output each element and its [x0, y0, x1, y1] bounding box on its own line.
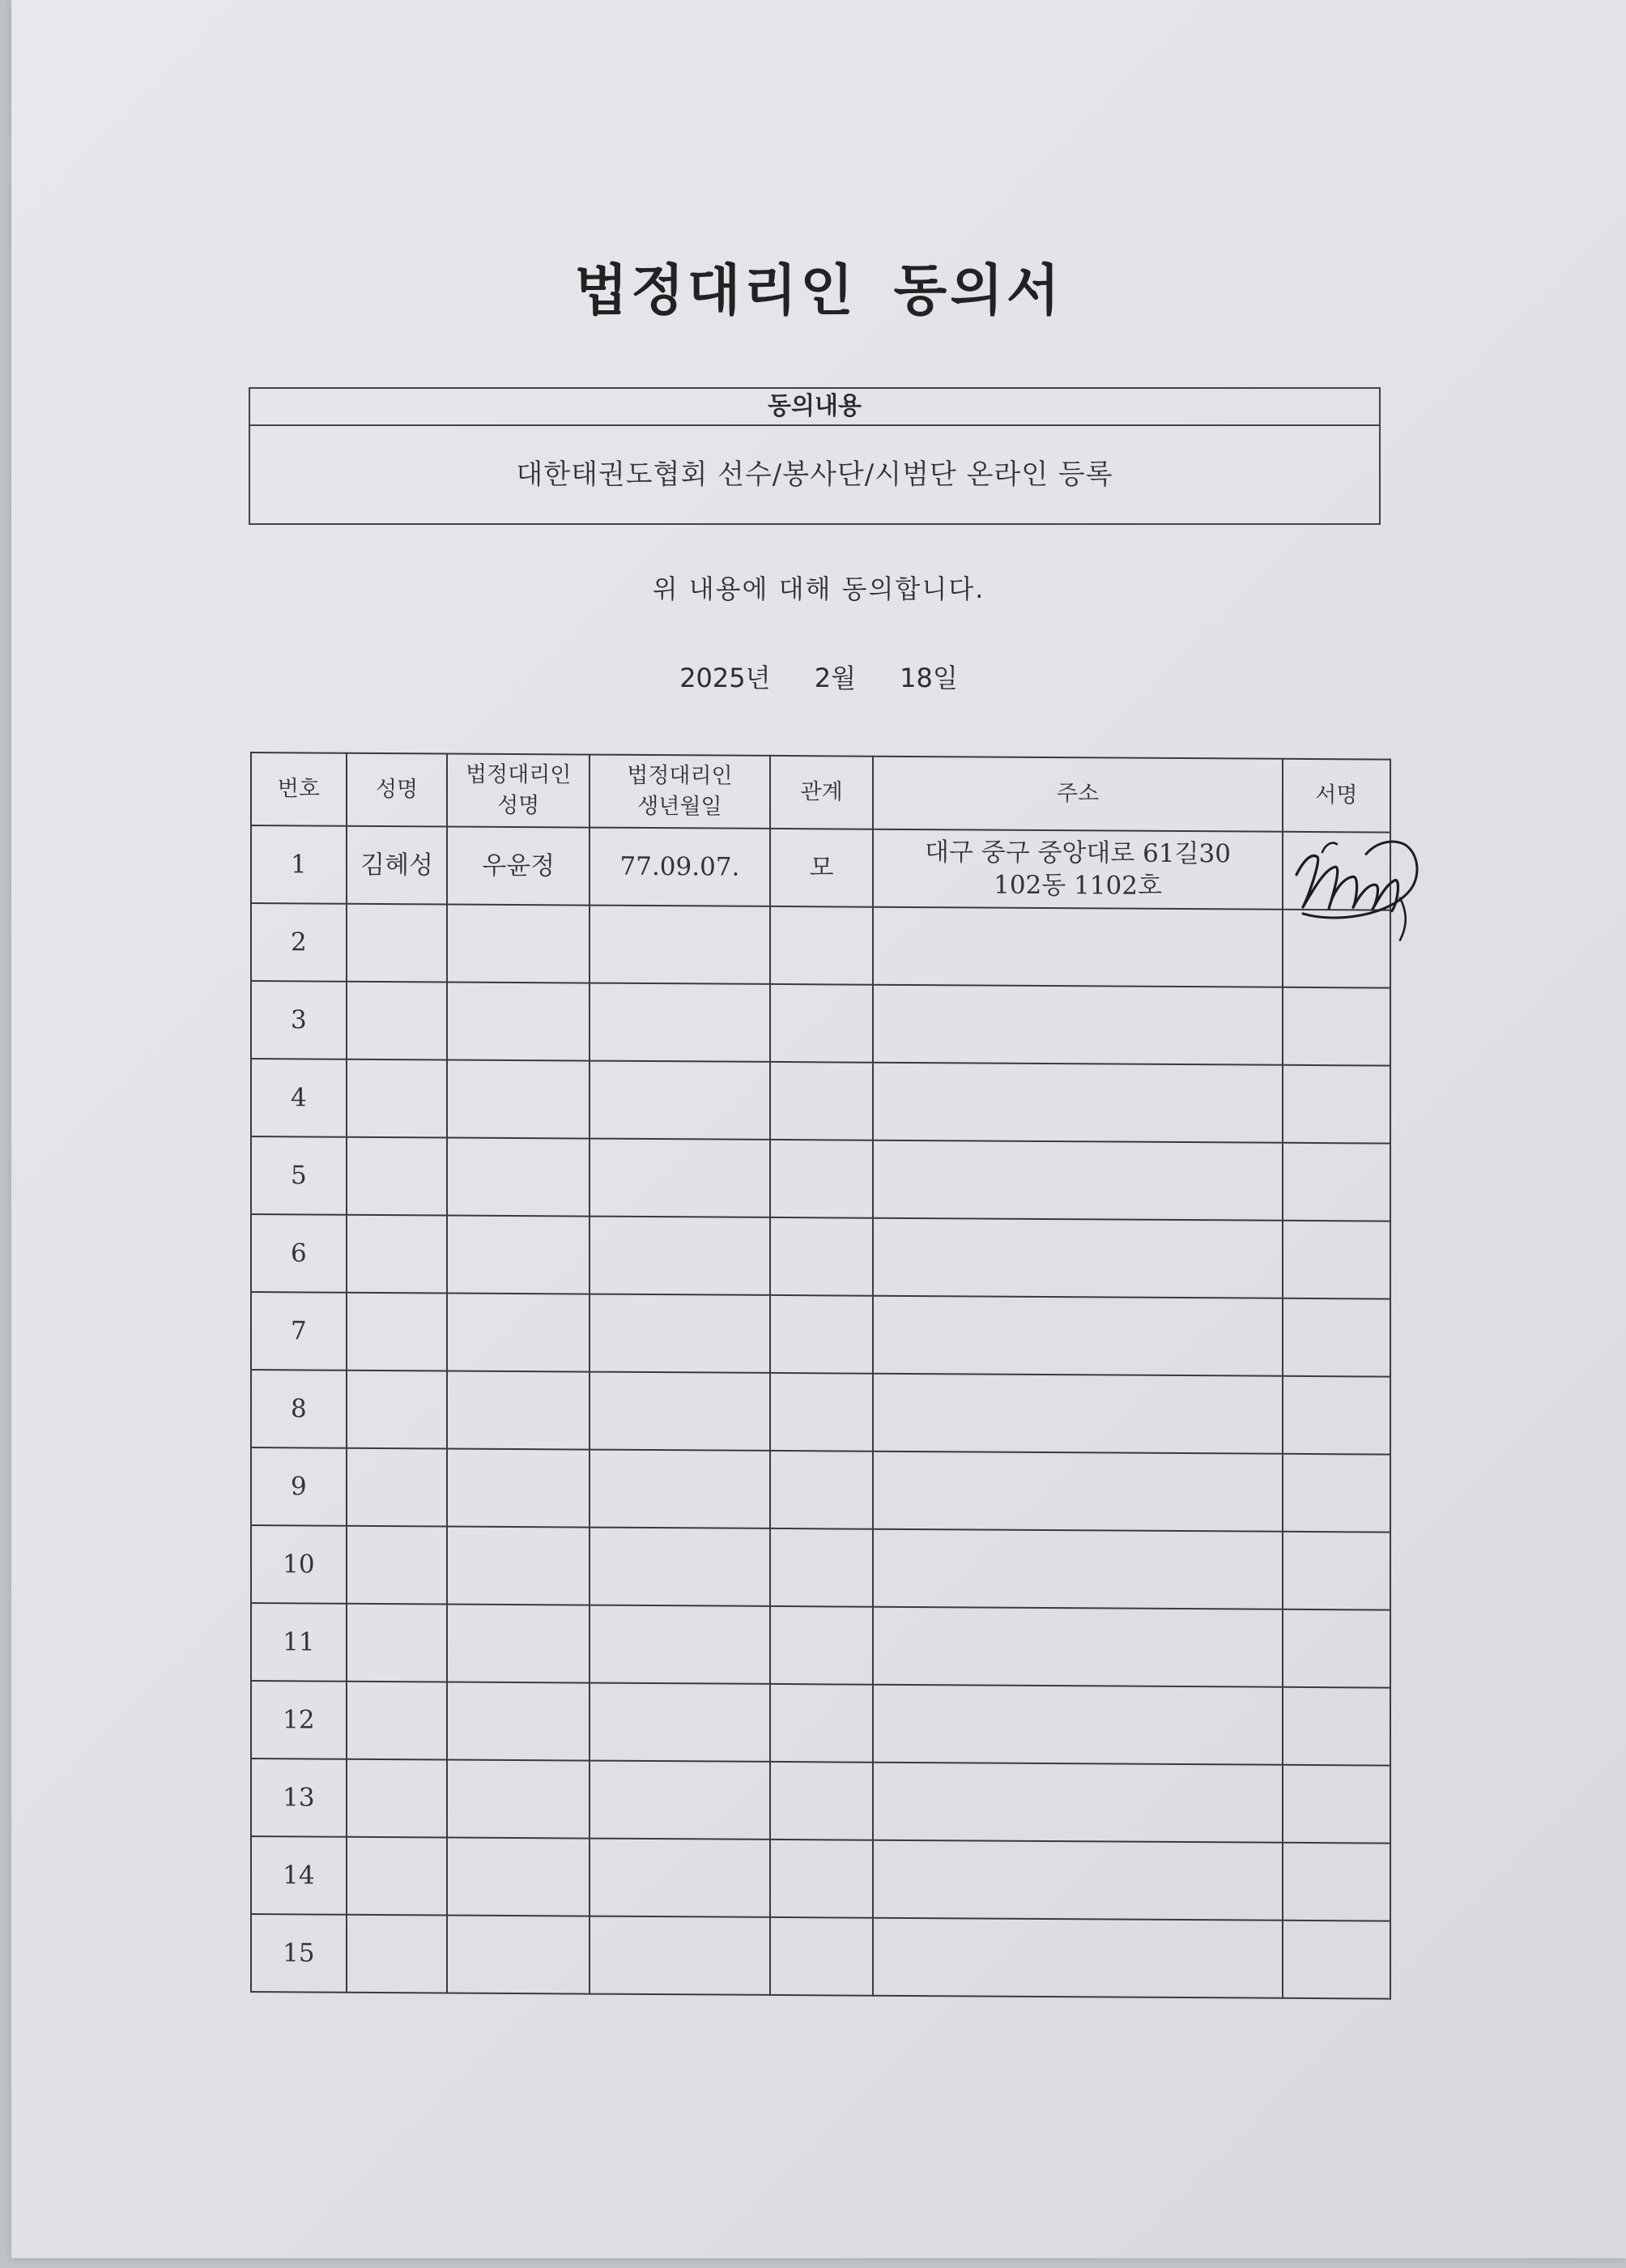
- address-line-1: [874, 1102, 1281, 1104]
- cell-name: [347, 1215, 448, 1294]
- cell-no: 15: [251, 1914, 347, 1993]
- table-row: [251, 1059, 1390, 1144]
- cell-guardian-birth: [590, 1528, 770, 1606]
- cell-no: 14: [251, 1836, 347, 1915]
- cell-guardian-name: [447, 1604, 590, 1682]
- cell-signature: [1283, 910, 1390, 988]
- cell-address: [873, 985, 1282, 1065]
- table-row: [251, 1914, 1390, 1999]
- cell-no: 6: [251, 1214, 347, 1293]
- header-no: 번호: [251, 752, 347, 826]
- address-line-2: [874, 1102, 1281, 1104]
- cell-signature: [1283, 1532, 1390, 1610]
- cell-name: [347, 1137, 448, 1216]
- address-line-1: [874, 1646, 1281, 1648]
- address-line-1: [874, 1568, 1281, 1571]
- cell-guardian-name: [447, 1059, 590, 1138]
- cell-signature: [1283, 1454, 1390, 1533]
- table-row: [251, 1292, 1390, 1377]
- header-guardian-birth-line2: 생년월일: [637, 793, 722, 820]
- address-line-1: [874, 1724, 1281, 1726]
- cell-relation: [770, 1606, 873, 1685]
- cell-relation: [770, 1062, 873, 1140]
- cell-guardian-birth: [590, 1450, 770, 1528]
- cell-guardian-name: [447, 1215, 590, 1294]
- cell-signature: [1283, 1609, 1390, 1688]
- cell-relation: [770, 906, 873, 985]
- consent-content-box: [249, 387, 1381, 525]
- header-address: 주소: [873, 757, 1282, 832]
- cell-relation: 모: [770, 829, 873, 907]
- cell-address: [873, 1763, 1282, 1843]
- cell-address: [873, 1374, 1282, 1454]
- form-date: [11, 658, 1626, 695]
- cell-signature: [1283, 1376, 1390, 1455]
- header-signature: 서명: [1283, 759, 1390, 833]
- table-row: [251, 1759, 1390, 1844]
- cell-address: [873, 907, 1282, 987]
- cell-signature: [1283, 1687, 1390, 1766]
- table-row: [251, 981, 1390, 1066]
- table-row: [251, 1136, 1390, 1221]
- cell-no: 2: [251, 903, 347, 982]
- address-line-1: [874, 1957, 1281, 1959]
- cell-relation: [770, 1373, 873, 1452]
- cell-guardian-name: [447, 904, 590, 983]
- cell-name: [347, 982, 448, 1060]
- cell-guardian-name: 우윤정: [447, 826, 590, 905]
- cell-relation: [770, 1140, 873, 1218]
- cell-guardian-birth: [590, 1683, 770, 1762]
- cell-name: [347, 1293, 448, 1371]
- cell-address: [873, 1685, 1282, 1765]
- cell-guardian-name: [447, 1915, 590, 1993]
- cell-signature: [1283, 1298, 1390, 1377]
- header-guardian-birth-line1: 법정대리인: [627, 762, 733, 789]
- cell-signature: [1283, 832, 1390, 910]
- cell-guardian-birth: [590, 1294, 770, 1373]
- form-title: 법정대리인 동의서: [574, 258, 1063, 323]
- header-guardian-birth: [590, 755, 770, 829]
- address-line-2: [874, 1257, 1281, 1260]
- cell-guardian-name: [447, 1682, 590, 1760]
- cell-name: 김혜성: [347, 826, 448, 905]
- cell-guardian-birth: [590, 1916, 770, 1995]
- consent-form-paper: [11, 0, 1626, 2258]
- address-line-1: [874, 1179, 1281, 1182]
- address-line-2: [874, 1413, 1281, 1415]
- cell-guardian-name: [447, 982, 590, 1060]
- table-row: [251, 1603, 1390, 1688]
- table-row: [251, 903, 1390, 988]
- cell-name: [347, 1059, 448, 1138]
- cell-guardian-birth: [590, 1139, 770, 1217]
- address-line-2: [874, 1490, 1281, 1493]
- agreement-statement: 위 내용에 대해 동의합니다.: [652, 573, 985, 604]
- cell-no: 11: [251, 1603, 347, 1682]
- address-line-1: [874, 946, 1281, 949]
- cell-no: 13: [251, 1759, 347, 1837]
- cell-guardian-name: [447, 1837, 590, 1916]
- table-row: [251, 1447, 1390, 1533]
- cell-name: [347, 1371, 448, 1449]
- cell-relation: [770, 1451, 873, 1529]
- cell-guardian-birth: [590, 1839, 770, 1917]
- cell-guardian-birth: [590, 1605, 770, 1684]
- cell-relation: [770, 1684, 873, 1763]
- address-line-2: [874, 1724, 1281, 1726]
- cell-name: [347, 1837, 448, 1916]
- date-year: 2025년: [679, 663, 771, 693]
- cell-signature: [1283, 1921, 1390, 1999]
- cell-signature: [1283, 1221, 1390, 1299]
- cell-no: 9: [251, 1447, 347, 1526]
- guardian-table-body: [251, 825, 1390, 1999]
- cell-guardian-birth: [590, 1061, 770, 1140]
- cell-no: 3: [251, 981, 347, 1059]
- cell-guardian-name: [447, 1759, 590, 1838]
- address-line-2: [874, 1957, 1281, 1959]
- address-line-1: 대구 중구 중앙대로 61길30: [925, 838, 1231, 869]
- cell-name: [347, 1915, 448, 1993]
- cell-guardian-birth: [590, 906, 770, 984]
- address-line-2: [874, 1801, 1281, 1804]
- cell-guardian-name: [447, 1137, 590, 1216]
- address-line-2: 102동 1102호: [994, 870, 1162, 901]
- cell-guardian-birth: 77.09.07.: [590, 828, 770, 906]
- address-line-1: [874, 1335, 1281, 1337]
- address-line-2: [874, 1179, 1281, 1182]
- table-row: [251, 1525, 1390, 1610]
- cell-name: [347, 1759, 448, 1838]
- cell-address: [873, 1063, 1282, 1143]
- address-line-1: [874, 1257, 1281, 1260]
- table-row: [251, 1836, 1390, 1921]
- cell-relation: [770, 984, 873, 1063]
- cell-no: 7: [251, 1292, 347, 1371]
- header-guardian-name-line1: 법정대리인: [465, 761, 572, 788]
- cell-no: 10: [251, 1525, 347, 1604]
- address-line-1: [874, 1879, 1281, 1882]
- cell-relation: [770, 1528, 873, 1607]
- cell-guardian-birth: [590, 1372, 770, 1451]
- address-line-1: [874, 1490, 1281, 1493]
- address-line-1: [874, 1801, 1281, 1804]
- table-header-row: [251, 752, 1390, 833]
- guardian-table: [250, 752, 1391, 2000]
- cell-address: [873, 1140, 1282, 1221]
- cell-address: [873, 1296, 1282, 1376]
- cell-address: [873, 1918, 1282, 1998]
- table-row: [251, 1214, 1390, 1299]
- cell-signature: [1283, 1765, 1390, 1844]
- cell-signature: [1283, 987, 1390, 1066]
- cell-guardian-name: [447, 1526, 590, 1605]
- cell-relation: [770, 1840, 873, 1918]
- cell-address: [873, 1529, 1282, 1609]
- cell-signature: [1283, 1843, 1390, 1921]
- cell-name: [347, 1526, 448, 1605]
- address-line-1: [874, 1024, 1281, 1026]
- consent-content-text: 대한태권도협회 선수/봉사단/시범단 온라인 등록: [516, 458, 1113, 491]
- cell-guardian-birth: [590, 1761, 770, 1840]
- cell-address: [873, 1218, 1282, 1298]
- cell-no: 8: [251, 1370, 347, 1448]
- cell-guardian-name: [447, 1371, 590, 1449]
- cell-address: [873, 1452, 1282, 1532]
- address-line-2: [874, 1335, 1281, 1337]
- cell-guardian-name: [447, 1293, 590, 1371]
- header-name: 성명: [347, 753, 448, 827]
- cell-address: [873, 1840, 1282, 1921]
- cell-guardian-birth: [590, 983, 770, 1062]
- date-month: 2월: [814, 663, 856, 693]
- consent-content-header: 동의내용: [250, 389, 1379, 426]
- cell-relation: [770, 1762, 873, 1840]
- cell-name: [347, 1682, 448, 1760]
- address-line-2: [874, 1568, 1281, 1571]
- cell-signature: [1283, 1065, 1390, 1144]
- cell-no: 1: [251, 825, 347, 904]
- address-line-1: [874, 1413, 1281, 1415]
- cell-relation: [770, 1917, 873, 1996]
- cell-name: [347, 904, 448, 983]
- address-line-2: [874, 946, 1281, 949]
- cell-relation: [770, 1217, 873, 1296]
- address-line-2: [874, 1024, 1281, 1026]
- cell-address: [873, 829, 1282, 910]
- cell-address: [873, 1607, 1282, 1687]
- cell-signature: [1283, 1143, 1390, 1221]
- table-row: [251, 825, 1390, 910]
- cell-no: 12: [251, 1681, 347, 1759]
- cell-name: [347, 1604, 448, 1682]
- cell-guardian-name: [447, 1448, 590, 1527]
- cell-name: [347, 1448, 448, 1527]
- cell-no: 4: [251, 1059, 347, 1137]
- header-relation: 관계: [770, 756, 873, 829]
- date-day: 18일: [900, 663, 958, 693]
- table-row: [251, 1370, 1390, 1455]
- address-line-2: [874, 1879, 1281, 1882]
- cell-guardian-birth: [590, 1217, 770, 1295]
- cell-relation: [770, 1295, 873, 1374]
- cell-no: 5: [251, 1136, 347, 1215]
- header-guardian-name-line2: 성명: [497, 792, 540, 819]
- address-line-2: [874, 1646, 1281, 1648]
- header-guardian-name: [447, 753, 590, 827]
- table-row: [251, 1681, 1390, 1766]
